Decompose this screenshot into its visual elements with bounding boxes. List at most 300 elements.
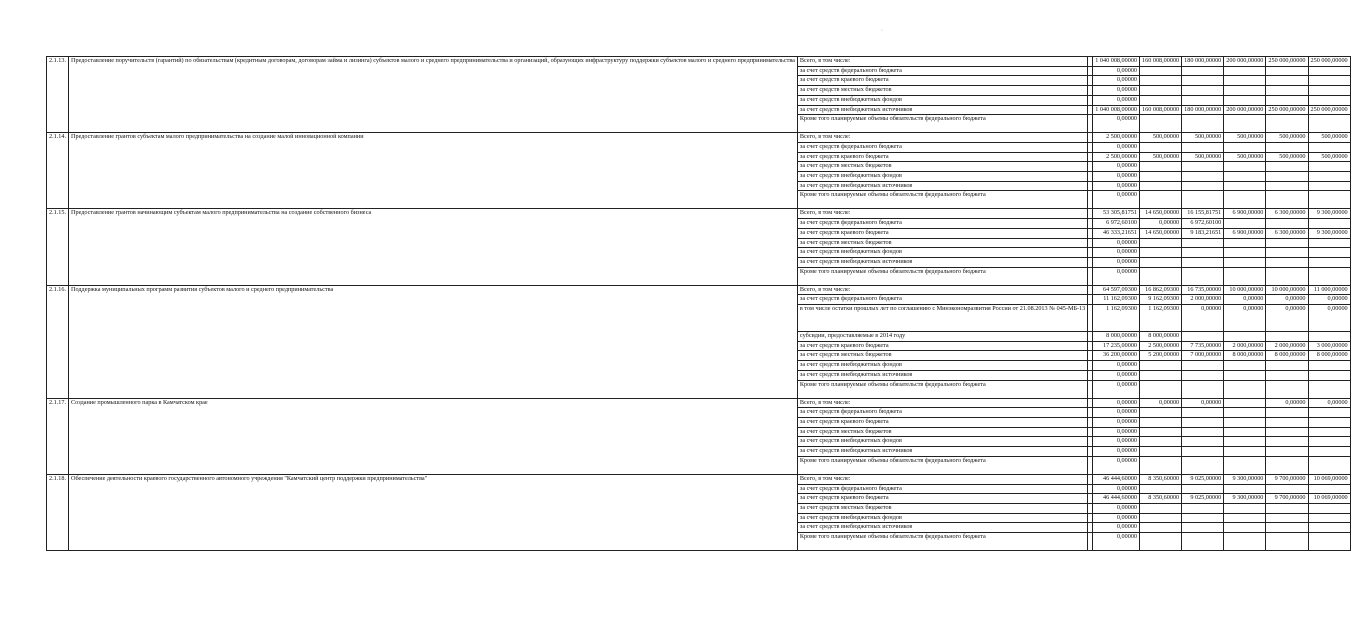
year-amount <box>1224 257 1266 267</box>
total-amount: 0,00000 <box>1093 76 1140 86</box>
total-amount: 0,00000 <box>1093 257 1140 267</box>
year-amount <box>1308 437 1350 447</box>
year-amount <box>1140 408 1182 418</box>
year-amount <box>1224 115 1266 133</box>
section-name: Предоставление грантов субъектам малого предпринимательства на создание малой инновационной компании <box>69 133 798 209</box>
year-amount <box>1266 95 1308 105</box>
year-amount <box>1182 447 1224 457</box>
year-amount <box>1266 332 1308 342</box>
year-amount: 9 025,00000 <box>1182 494 1224 504</box>
year-amount <box>1308 361 1350 371</box>
year-amount <box>1182 361 1224 371</box>
year-amount <box>1182 76 1224 86</box>
year-amount <box>1140 370 1182 380</box>
table-row <box>47 133 1351 143</box>
year-amount <box>1308 427 1350 437</box>
total-amount: 64 597,09300 <box>1093 285 1140 295</box>
funding-source-label: в том числе остатки прошлых лет по соглашению с Минэкономразвития России от 21.08.2013 № 045-МБ-13 <box>797 305 1087 332</box>
year-amount <box>1266 76 1308 86</box>
funding-source-label: за счет средств внебюджетных фондов <box>797 172 1087 182</box>
funding-source-label: Кроме того планируемые объемы обязательств федерального бюджета <box>797 191 1087 209</box>
funding-source-label: за счет средств краевого бюджета <box>797 341 1087 351</box>
year-amount <box>1140 172 1182 182</box>
funding-source-label: Кроме того планируемые объемы обязательств федерального бюджета <box>797 533 1087 551</box>
total-amount: 0,00000 <box>1093 417 1140 427</box>
year-amount <box>1182 86 1224 96</box>
year-amount <box>1266 408 1308 418</box>
total-amount: 0,00000 <box>1093 115 1140 133</box>
funding-source-label: Кроме того планируемые объемы обязательств федерального бюджета <box>797 380 1087 398</box>
funding-source-label: за счет средств местных бюджетов <box>797 238 1087 248</box>
year-amount <box>1140 95 1182 105</box>
year-amount <box>1308 380 1350 398</box>
year-amount <box>1140 484 1182 494</box>
year-amount <box>1308 86 1350 96</box>
year-amount <box>1224 172 1266 182</box>
year-amount: 2 500,00000 <box>1140 341 1182 351</box>
year-amount: 160 008,00000 <box>1140 105 1182 115</box>
total-amount: 0,00000 <box>1093 162 1140 172</box>
funding-source-label: за счет средств внебюджетных источников <box>797 257 1087 267</box>
total-amount: 1 162,09300 <box>1093 305 1140 332</box>
year-amount <box>1224 191 1266 209</box>
year-amount <box>1140 76 1182 86</box>
total-amount: 0,00000 <box>1093 172 1140 182</box>
year-amount <box>1224 76 1266 86</box>
total-amount: 0,00000 <box>1093 408 1140 418</box>
year-amount <box>1182 257 1224 267</box>
funding-source-label: за счет средств федерального бюджета <box>797 408 1087 418</box>
total-amount: 0,00000 <box>1093 447 1140 457</box>
year-amount <box>1140 513 1182 523</box>
year-amount <box>1266 181 1308 191</box>
total-amount: 2 500,00000 <box>1093 133 1140 143</box>
year-amount <box>1266 523 1308 533</box>
year-amount: 250 000,00000 <box>1308 57 1350 67</box>
section-code: 2.1.13. <box>47 57 69 133</box>
year-amount: 500,00000 <box>1224 152 1266 162</box>
funding-source-label: Всего, в том числе: <box>797 57 1087 67</box>
year-amount <box>1308 533 1350 551</box>
year-amount <box>1266 142 1308 152</box>
total-amount: 0,00000 <box>1093 142 1140 152</box>
year-amount: 0,00000 <box>1266 398 1308 408</box>
year-amount <box>1308 484 1350 494</box>
year-amount: 500,00000 <box>1182 152 1224 162</box>
year-amount: 14 650,00000 <box>1140 228 1182 238</box>
year-amount <box>1308 76 1350 86</box>
total-amount: 0,00000 <box>1093 86 1140 96</box>
year-amount <box>1224 513 1266 523</box>
total-amount: 53 305,81751 <box>1093 209 1140 219</box>
year-amount: 0,00000 <box>1308 295 1350 305</box>
year-amount <box>1224 162 1266 172</box>
year-amount <box>1308 447 1350 457</box>
funding-source-label: за счет средств местных бюджетов <box>797 162 1087 172</box>
year-amount: 14 650,00000 <box>1140 209 1182 219</box>
year-amount <box>1224 503 1266 513</box>
year-amount <box>1182 181 1224 191</box>
total-amount: 0,00000 <box>1093 361 1140 371</box>
year-amount: 10 069,00000 <box>1308 494 1350 504</box>
year-amount <box>1140 437 1182 447</box>
funding-source-label: за счет средств федерального бюджета <box>797 484 1087 494</box>
year-amount <box>1182 238 1224 248</box>
year-amount <box>1224 380 1266 398</box>
year-amount: 250 000,00000 <box>1308 105 1350 115</box>
funding-source-label: Кроме того планируемые объемы обязательств федерального бюджета <box>797 267 1087 285</box>
year-amount <box>1182 533 1224 551</box>
year-amount <box>1266 417 1308 427</box>
year-amount: 500,00000 <box>1266 133 1308 143</box>
year-amount: 250 000,00000 <box>1266 57 1308 67</box>
funding-source-label: за счет средств внебюджетных фондов <box>797 248 1087 258</box>
year-amount <box>1140 248 1182 258</box>
year-amount <box>1224 66 1266 76</box>
year-amount <box>1224 437 1266 447</box>
year-amount <box>1140 86 1182 96</box>
year-amount <box>1182 142 1224 152</box>
year-amount <box>1308 370 1350 380</box>
year-amount <box>1266 447 1308 457</box>
budget-table <box>46 56 1351 551</box>
year-amount <box>1266 370 1308 380</box>
section-name: Предоставление поручительств (гарантий) по обязательствам (кредитным договорам, договорам займа и лизинга) субъектов малого и среднего предпринимательства и организаций, образующих инфраструктуру поддержки субъектов малого и среднего предпринимательства <box>69 57 798 133</box>
year-amount <box>1266 248 1308 258</box>
funding-source-label: за счет средств краевого бюджета <box>797 494 1087 504</box>
funding-source-label: за счет средств краевого бюджета <box>797 152 1087 162</box>
year-amount <box>1308 456 1350 474</box>
total-amount: 0,00000 <box>1093 267 1140 285</box>
year-amount <box>1182 115 1224 133</box>
year-amount <box>1224 219 1266 229</box>
funding-source-label: Всего, в том числе: <box>797 209 1087 219</box>
year-amount <box>1308 95 1350 105</box>
total-amount: 0,00000 <box>1093 503 1140 513</box>
year-amount <box>1182 523 1224 533</box>
year-amount <box>1224 332 1266 342</box>
funding-source-label: за счет средств местных бюджетов <box>797 427 1087 437</box>
year-amount <box>1182 408 1224 418</box>
year-amount <box>1308 238 1350 248</box>
year-amount <box>1308 257 1350 267</box>
year-amount: 9 300,00000 <box>1224 494 1266 504</box>
year-amount <box>1140 523 1182 533</box>
year-amount <box>1182 95 1224 105</box>
year-amount: 250 000,00000 <box>1266 105 1308 115</box>
total-amount: 0,00000 <box>1093 380 1140 398</box>
year-amount <box>1266 86 1308 96</box>
year-amount <box>1140 533 1182 551</box>
total-amount: 46 444,60000 <box>1093 474 1140 484</box>
year-amount: 8 000,00000 <box>1140 332 1182 342</box>
total-amount: 0,00000 <box>1093 437 1140 447</box>
year-amount <box>1266 172 1308 182</box>
total-amount: 0,00000 <box>1093 191 1140 209</box>
funding-source-label: Всего, в том числе: <box>797 474 1087 484</box>
year-amount: 0,00000 <box>1308 305 1350 332</box>
year-amount <box>1266 267 1308 285</box>
table-row <box>47 474 1351 484</box>
total-amount: 46 333,21651 <box>1093 228 1140 238</box>
year-amount <box>1308 248 1350 258</box>
year-amount <box>1182 332 1224 342</box>
year-amount: 180 000,00000 <box>1182 105 1224 115</box>
year-amount <box>1224 484 1266 494</box>
year-amount: 0,00000 <box>1266 305 1308 332</box>
year-amount: 6 900,00000 <box>1224 209 1266 219</box>
funding-source-label: за счет средств внебюджетных фондов <box>797 95 1087 105</box>
funding-source-label: за счет средств внебюджетных фондов <box>797 513 1087 523</box>
year-amount <box>1182 417 1224 427</box>
year-amount <box>1308 181 1350 191</box>
funding-source-label: за счет средств федерального бюджета <box>797 219 1087 229</box>
year-amount: 9 162,09300 <box>1140 295 1182 305</box>
year-amount: 6 972,60100 <box>1182 219 1224 229</box>
year-amount <box>1308 523 1350 533</box>
total-amount: 1 040 008,00000 <box>1093 57 1140 67</box>
year-amount <box>1140 267 1182 285</box>
total-amount: 0,00000 <box>1093 370 1140 380</box>
table-row <box>47 57 1351 67</box>
year-amount <box>1224 533 1266 551</box>
year-amount: 10 069,00000 <box>1308 474 1350 484</box>
year-amount: 8 350,60000 <box>1140 494 1182 504</box>
total-amount: 0,00000 <box>1093 398 1140 408</box>
year-amount <box>1224 370 1266 380</box>
funding-source-label: за счет средств краевого бюджета <box>797 76 1087 86</box>
section-name: Создание промышленного парка в Камчатском крае <box>69 398 798 474</box>
year-amount: 200 000,00000 <box>1224 105 1266 115</box>
year-amount <box>1224 181 1266 191</box>
year-amount: 180 000,00000 <box>1182 57 1224 67</box>
year-amount <box>1224 267 1266 285</box>
year-amount: 500,00000 <box>1140 133 1182 143</box>
year-amount: 9 300,00000 <box>1308 209 1350 219</box>
year-amount <box>1224 248 1266 258</box>
section-code: 2.1.18. <box>47 474 69 550</box>
year-amount: 8 000,00000 <box>1224 351 1266 361</box>
total-amount: 0,00000 <box>1093 523 1140 533</box>
year-amount <box>1266 380 1308 398</box>
year-amount <box>1182 248 1224 258</box>
year-amount <box>1140 115 1182 133</box>
year-amount <box>1266 162 1308 172</box>
funding-source-label: за счет средств местных бюджетов <box>797 86 1087 96</box>
section-name: Поддержка муниципальных программ развития субъектов малого и среднего предпринимательства <box>69 285 798 398</box>
year-amount <box>1266 533 1308 551</box>
year-amount <box>1308 332 1350 342</box>
year-amount <box>1182 66 1224 76</box>
funding-source-label: за счет средств внебюджетных источников <box>797 105 1087 115</box>
total-amount: 2 500,00000 <box>1093 152 1140 162</box>
year-amount <box>1266 257 1308 267</box>
year-amount <box>1140 427 1182 437</box>
total-amount: 0,00000 <box>1093 181 1140 191</box>
year-amount <box>1182 456 1224 474</box>
table-row <box>47 209 1351 219</box>
year-amount <box>1182 162 1224 172</box>
section-code: 2.1.15. <box>47 209 69 285</box>
year-amount: 0,00000 <box>1308 398 1350 408</box>
year-amount <box>1266 361 1308 371</box>
year-amount <box>1182 380 1224 398</box>
year-amount <box>1224 238 1266 248</box>
year-amount <box>1308 115 1350 133</box>
total-amount: 0,00000 <box>1093 456 1140 474</box>
year-amount <box>1182 484 1224 494</box>
year-amount <box>1224 417 1266 427</box>
total-amount: 0,00000 <box>1093 66 1140 76</box>
total-amount: 11 162,09300 <box>1093 295 1140 305</box>
year-amount: 0,00000 <box>1182 398 1224 408</box>
funding-source-label: Всего, в том числе: <box>797 133 1087 143</box>
year-amount <box>1182 191 1224 209</box>
funding-source-label: за счет средств внебюджетных источников <box>797 181 1087 191</box>
total-amount: 36 200,00000 <box>1093 351 1140 361</box>
funding-source-label: за счет средств внебюджетных источников <box>797 523 1087 533</box>
year-amount: 8 000,00000 <box>1308 351 1350 361</box>
year-amount: 3 000,00000 <box>1308 341 1350 351</box>
year-amount <box>1266 503 1308 513</box>
year-amount <box>1266 427 1308 437</box>
year-amount <box>1140 447 1182 457</box>
section-name: Предоставление грантов начинающим субъектам малого предпринимательства на создание собственного бизнеса <box>69 209 798 285</box>
section-code: 2.1.17. <box>47 398 69 474</box>
year-amount <box>1266 437 1308 447</box>
year-amount <box>1140 361 1182 371</box>
year-amount <box>1224 95 1266 105</box>
budget-sheet <box>46 56 1351 551</box>
year-amount <box>1266 219 1308 229</box>
funding-source-label: за счет средств внебюджетных фондов <box>797 361 1087 371</box>
year-amount <box>1224 408 1266 418</box>
year-amount <box>1308 66 1350 76</box>
year-amount <box>1224 142 1266 152</box>
funding-source-label: Всего, в том числе: <box>797 398 1087 408</box>
year-amount: 11 000,00000 <box>1308 285 1350 295</box>
total-amount: 0,00000 <box>1093 513 1140 523</box>
funding-source-label: субсидии, предоставляемые в 2014 году <box>797 332 1087 342</box>
year-amount <box>1182 513 1224 523</box>
total-amount: 0,00000 <box>1093 484 1140 494</box>
total-amount: 0,00000 <box>1093 427 1140 437</box>
year-amount <box>1308 219 1350 229</box>
year-amount: 2 000,00000 <box>1266 341 1308 351</box>
section-name: Обеспечение деятельности краевого государственного автономного учреждения "Камчатский центр поддержки предпринимательства" <box>69 474 798 550</box>
funding-source-label: за счет средств внебюджетных фондов <box>797 437 1087 447</box>
year-amount <box>1224 523 1266 533</box>
year-amount <box>1308 162 1350 172</box>
total-amount: 8 000,00000 <box>1093 332 1140 342</box>
section-code: 2.1.14. <box>47 133 69 209</box>
year-amount: 9 025,00000 <box>1182 474 1224 484</box>
year-amount <box>1266 191 1308 209</box>
corner-mark: · <box>881 28 883 34</box>
year-amount: 1 162,09300 <box>1140 305 1182 332</box>
year-amount: 0,00000 <box>1182 305 1224 332</box>
funding-source-label: за счет средств местных бюджетов <box>797 503 1087 513</box>
year-amount: 8 350,60000 <box>1140 474 1182 484</box>
year-amount: 9 300,00000 <box>1224 474 1266 484</box>
year-amount: 7 735,00000 <box>1182 341 1224 351</box>
year-amount: 0,00000 <box>1224 295 1266 305</box>
year-amount: 9 700,00000 <box>1266 494 1308 504</box>
year-amount: 0,00000 <box>1224 305 1266 332</box>
year-amount <box>1266 513 1308 523</box>
funding-source-label: за счет средств федерального бюджета <box>797 295 1087 305</box>
year-amount: 6 300,00000 <box>1266 209 1308 219</box>
year-amount <box>1182 503 1224 513</box>
year-amount: 500,00000 <box>1308 133 1350 143</box>
year-amount <box>1140 66 1182 76</box>
year-amount <box>1308 408 1350 418</box>
year-amount: 0,00000 <box>1140 219 1182 229</box>
funding-source-label: Кроме того планируемые объемы обязательств федерального бюджета <box>797 456 1087 474</box>
year-amount <box>1266 66 1308 76</box>
year-amount <box>1140 142 1182 152</box>
section-code: 2.1.16. <box>47 285 69 398</box>
table-row <box>47 285 1351 295</box>
year-amount: 160 008,00000 <box>1140 57 1182 67</box>
funding-source-label: за счет средств краевого бюджета <box>797 417 1087 427</box>
year-amount <box>1224 361 1266 371</box>
year-amount: 5 200,00000 <box>1140 351 1182 361</box>
year-amount <box>1308 513 1350 523</box>
year-amount <box>1224 427 1266 437</box>
year-amount: 500,00000 <box>1140 152 1182 162</box>
total-amount: 0,00000 <box>1093 248 1140 258</box>
year-amount: 0,00000 <box>1140 398 1182 408</box>
year-amount <box>1224 398 1266 408</box>
year-amount: 16 155,81751 <box>1182 209 1224 219</box>
year-amount: 9 700,00000 <box>1266 474 1308 484</box>
year-amount <box>1182 267 1224 285</box>
year-amount: 0,00000 <box>1266 295 1308 305</box>
funding-source-label: за счет средств внебюджетных источников <box>797 370 1087 380</box>
table-row <box>47 398 1351 408</box>
year-amount <box>1140 191 1182 209</box>
year-amount <box>1266 484 1308 494</box>
total-amount: 1 040 008,00000 <box>1093 105 1140 115</box>
year-amount <box>1182 370 1224 380</box>
year-amount <box>1140 503 1182 513</box>
year-amount <box>1266 238 1308 248</box>
year-amount: 6 300,00000 <box>1266 228 1308 238</box>
funding-source-label: за счет средств внебюджетных источников <box>797 447 1087 457</box>
year-amount <box>1308 417 1350 427</box>
year-amount <box>1140 181 1182 191</box>
year-amount: 500,00000 <box>1182 133 1224 143</box>
year-amount <box>1140 257 1182 267</box>
year-amount <box>1140 417 1182 427</box>
year-amount: 2 000,00000 <box>1224 341 1266 351</box>
funding-source-label: за счет средств краевого бюджета <box>797 228 1087 238</box>
year-amount <box>1140 380 1182 398</box>
total-amount: 46 444,60000 <box>1093 494 1140 504</box>
total-amount: 17 235,00000 <box>1093 341 1140 351</box>
year-amount: 16 735,00000 <box>1182 285 1224 295</box>
year-amount <box>1140 238 1182 248</box>
year-amount <box>1308 142 1350 152</box>
total-amount: 0,00000 <box>1093 533 1140 551</box>
total-amount: 6 972,60100 <box>1093 219 1140 229</box>
funding-source-label: за счет средств федерального бюджета <box>797 142 1087 152</box>
year-amount <box>1140 456 1182 474</box>
year-amount: 10 000,00000 <box>1224 285 1266 295</box>
year-amount: 6 900,00000 <box>1224 228 1266 238</box>
year-amount <box>1308 191 1350 209</box>
